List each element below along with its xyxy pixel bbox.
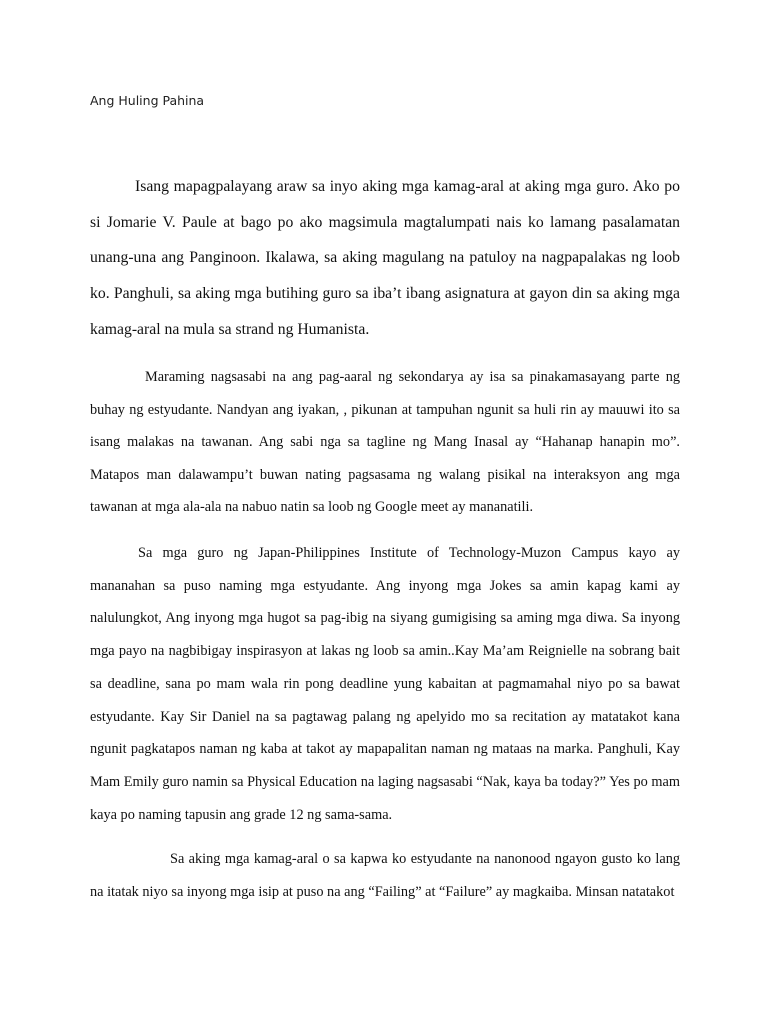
paragraph-teachers: Sa mga guro ng Japan-Philippines Institute of Technology-Muzon Campus kayo ay mananahan sa puso naming mga estyudante. Ang inyong mga Jokes sa amin kapag kami ay nalulungkot, Ang inyong mga hugot sa pag-ibig na siyang gumigising sa aming mga diwa. Sa inyong mga payo na nagbibigay inspirasyon at lakas ng loob sa amin..Kay Ma’am Reignielle na sobrang bait sa deadline, sana po mam wala rin pong deadline yung kabaitan at pagmamahal niyo po sa bawat estyudante. Kay Sir Daniel na sa pagtawag palang ng apelyido mo sa recitation ay matatakot kana ngunit pagkatapos naman ng kaba at takot ay mapapalitan naman ng mataas na marka. Panghuli, Kay Mam Emily guro namin sa Physical Education na laging nagsasabi “Nak, kaya ba today?” Yes po mam kaya po naming tapusin ang grade 12 ng sama-sama. (90, 545, 680, 823)
document-header: Ang Huling Pahina (90, 93, 205, 108)
paragraph-classmates: Sa aking mga kamag-aral o sa kapwa ko estyudante na nanonood ngayon gusto ko lang na itatak niyo sa inyong mga isip at puso na ang “Failing” at “Failure” ay magkaiba. Minsan natatakot (90, 851, 680, 900)
paragraph-secondary-school: Maraming nagsasabi na ang pag-aaral ng sekondarya ay isa sa pinakamasayang parte ng buhay ng estyudante. Nandyan ang iyakan, , pikunan at tampuhan ngunit sa huli rin ay mauuwi ito sa isang malakas na tawanan. Ang sabi nga sa tagline ng Mang Inasal ay “Hahanap hanapin mo”. Matapos man dalawampu’t buwan nating pagsasama ng walang pisikal na interaksyon ang mga tawanan at mga ala-ala na nabuo natin sa loob ng Google meet ay mananatili. (90, 369, 680, 515)
paragraph-greeting: Isang mapagpalayang araw sa inyo aking mga kamag-aral at aking mga guro. Ako po si Jomarie V. Paule at bago po ako magsimula magtalumpati nais ko lamang pasalamatan unang-una ang Panginoon. Ikalawa, sa aking magulang na patuloy na nagpapalakas ng loob ko. Panghuli, sa aking mga butihing guro sa iba’t ibang asignatura at gayon din sa aking mga kamag-aral na mula sa strand ng Humanista. (90, 178, 680, 338)
